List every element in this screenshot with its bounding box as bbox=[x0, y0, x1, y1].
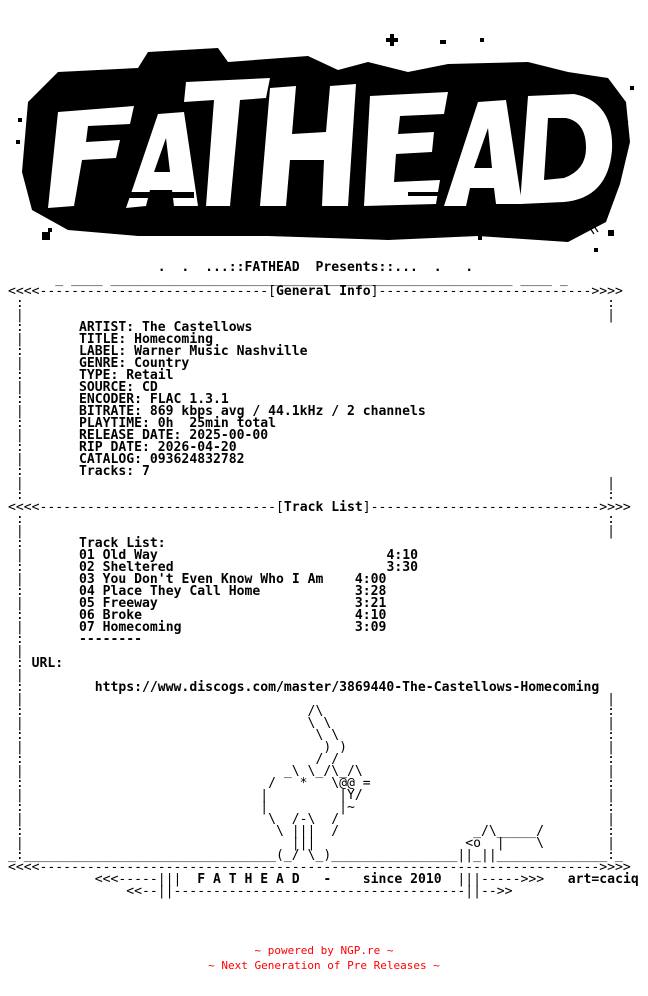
track-number: 01 bbox=[78, 548, 95, 563]
track-time: 4:10 bbox=[386, 548, 418, 563]
footer-powered-by: ~ powered by NGP.re ~ bbox=[254, 944, 394, 957]
info-playtime: PLAYTIME: 0h 25min total bbox=[78, 416, 277, 431]
url-label: URL: bbox=[31, 656, 64, 671]
info-release-date: RELEASE DATE: 2025-00-00 bbox=[78, 428, 269, 443]
banner-dash: - bbox=[323, 872, 332, 887]
footer-tagline: ~ Next Generation of Pre Releases ~ bbox=[208, 959, 440, 972]
track-number: 07 bbox=[78, 620, 95, 635]
art-credit: art=caciq bbox=[567, 872, 639, 887]
info-tracks: Tracks: 7 bbox=[78, 464, 150, 479]
track-time: 4:10 bbox=[354, 608, 387, 623]
presents-line: . . ...::FATHEAD Presents::... . . bbox=[157, 260, 474, 275]
nfo-text: . . ...::FATHEAD Presents::... . . _ ____ ___________________________________________________ ____ _ <<<<-----------------------------[General Info]--------------------------->>>> : : | | : ARTIST: The Castellows | TITLE: Homecoming : LABEL: Warner Music Nashville | GENRE: Country : TYPE: Retail | SOURCE: CD : ENCODER: FLAC 1.3.1 | BITRATE: 869 kbps avg / 44.1kHz / 2 channels : PLAYTIME: 0h 25min total | RELEASE DATE: 2025-00-00 : RIP DATE: 2026-04-20 | CATALOG: 093624832782 : Tracks: 7 | | : : <<<<------------------------------[Track List]----------------------------->>>> : : | | : Track List: | 01 Old Way 4:10 : 02 Sheltered 3:30 | 03 You Don't Even Know Who I Am 4:00 : 04 Place They Call Home 3:28 | 05 Freeway 3:21 : 06 Broke 4:10 | 07 Homecoming 3:09 : -------- | : URL: | : https://www.discogs.com/master/3869440-The-Castellows-Homecoming | | : /\ : | \ \ | : \ \ : | ) ) | : / / : | _\ \_/\_/\ | : / * \@@ = : | | |Y/ | : | |~ : | \ /-\ / | : \ ||| / _/\_____/ : | ||| <o | \ | _:________________________________(_/ \_)________________||_||______________:_ <<<<----------------------------------------------------------------------->>>> <<<-----||| F A T H E A D - since 2010 |||----->>> art=caciq <<--||-------------------------------------||-->> bbox=[8, 260, 639, 899]
track-time: 3:30 bbox=[386, 560, 418, 575]
info-bitrate: BITRATE: 869 kbps avg / 44.1kHz / 2 channels bbox=[78, 404, 426, 419]
info-catalog: CATALOG: 093624832782 bbox=[78, 452, 245, 467]
track-title: Sheltered bbox=[102, 560, 174, 575]
track-title: Freeway bbox=[102, 596, 158, 611]
track-number: 02 bbox=[78, 560, 95, 575]
fathead-logo bbox=[8, 22, 640, 258]
track-number: 03 bbox=[78, 572, 95, 587]
tracklist-heading: Track List: bbox=[78, 536, 166, 551]
info-title: TITLE: Homecoming bbox=[78, 332, 213, 347]
track-time: 4:00 bbox=[354, 572, 387, 587]
info-encoder: ENCODER: FLAC 1.3.1 bbox=[78, 392, 229, 407]
track-time: 3:09 bbox=[354, 620, 387, 635]
track-time: 3:21 bbox=[354, 596, 387, 611]
track-title: Homecoming bbox=[102, 620, 182, 635]
section-track-list: Track List bbox=[283, 500, 363, 515]
info-genre: GENRE: Country bbox=[78, 356, 190, 371]
track-number: 05 bbox=[78, 596, 95, 611]
section-general-info: General Info bbox=[276, 284, 371, 299]
discogs-link[interactable]: https://www.discogs.com/master/3869440-The-Castellows-Homecoming bbox=[94, 680, 600, 695]
info-source: SOURCE: CD bbox=[78, 380, 158, 395]
track-title: Broke bbox=[102, 608, 143, 623]
info-label: LABEL: Warner Music Nashville bbox=[78, 344, 308, 359]
banner-group: F A T H E A D bbox=[197, 872, 300, 887]
banner-since: since 2010 bbox=[362, 872, 442, 887]
track-number: 06 bbox=[78, 608, 95, 623]
track-title: You Don't Even Know Who I Am bbox=[102, 572, 324, 587]
track-title: Place They Call Home bbox=[102, 584, 261, 599]
track-time: 3:28 bbox=[354, 584, 387, 599]
tracklist-separator: -------- bbox=[78, 632, 143, 647]
info-artist: ARTIST: The Castellows bbox=[78, 320, 253, 335]
track-title: Old Way bbox=[102, 548, 158, 563]
track-number: 04 bbox=[78, 584, 95, 599]
info-rip-date: RIP DATE: 2026-04-20 bbox=[78, 440, 237, 455]
info-type: TYPE: Retail bbox=[78, 368, 174, 383]
